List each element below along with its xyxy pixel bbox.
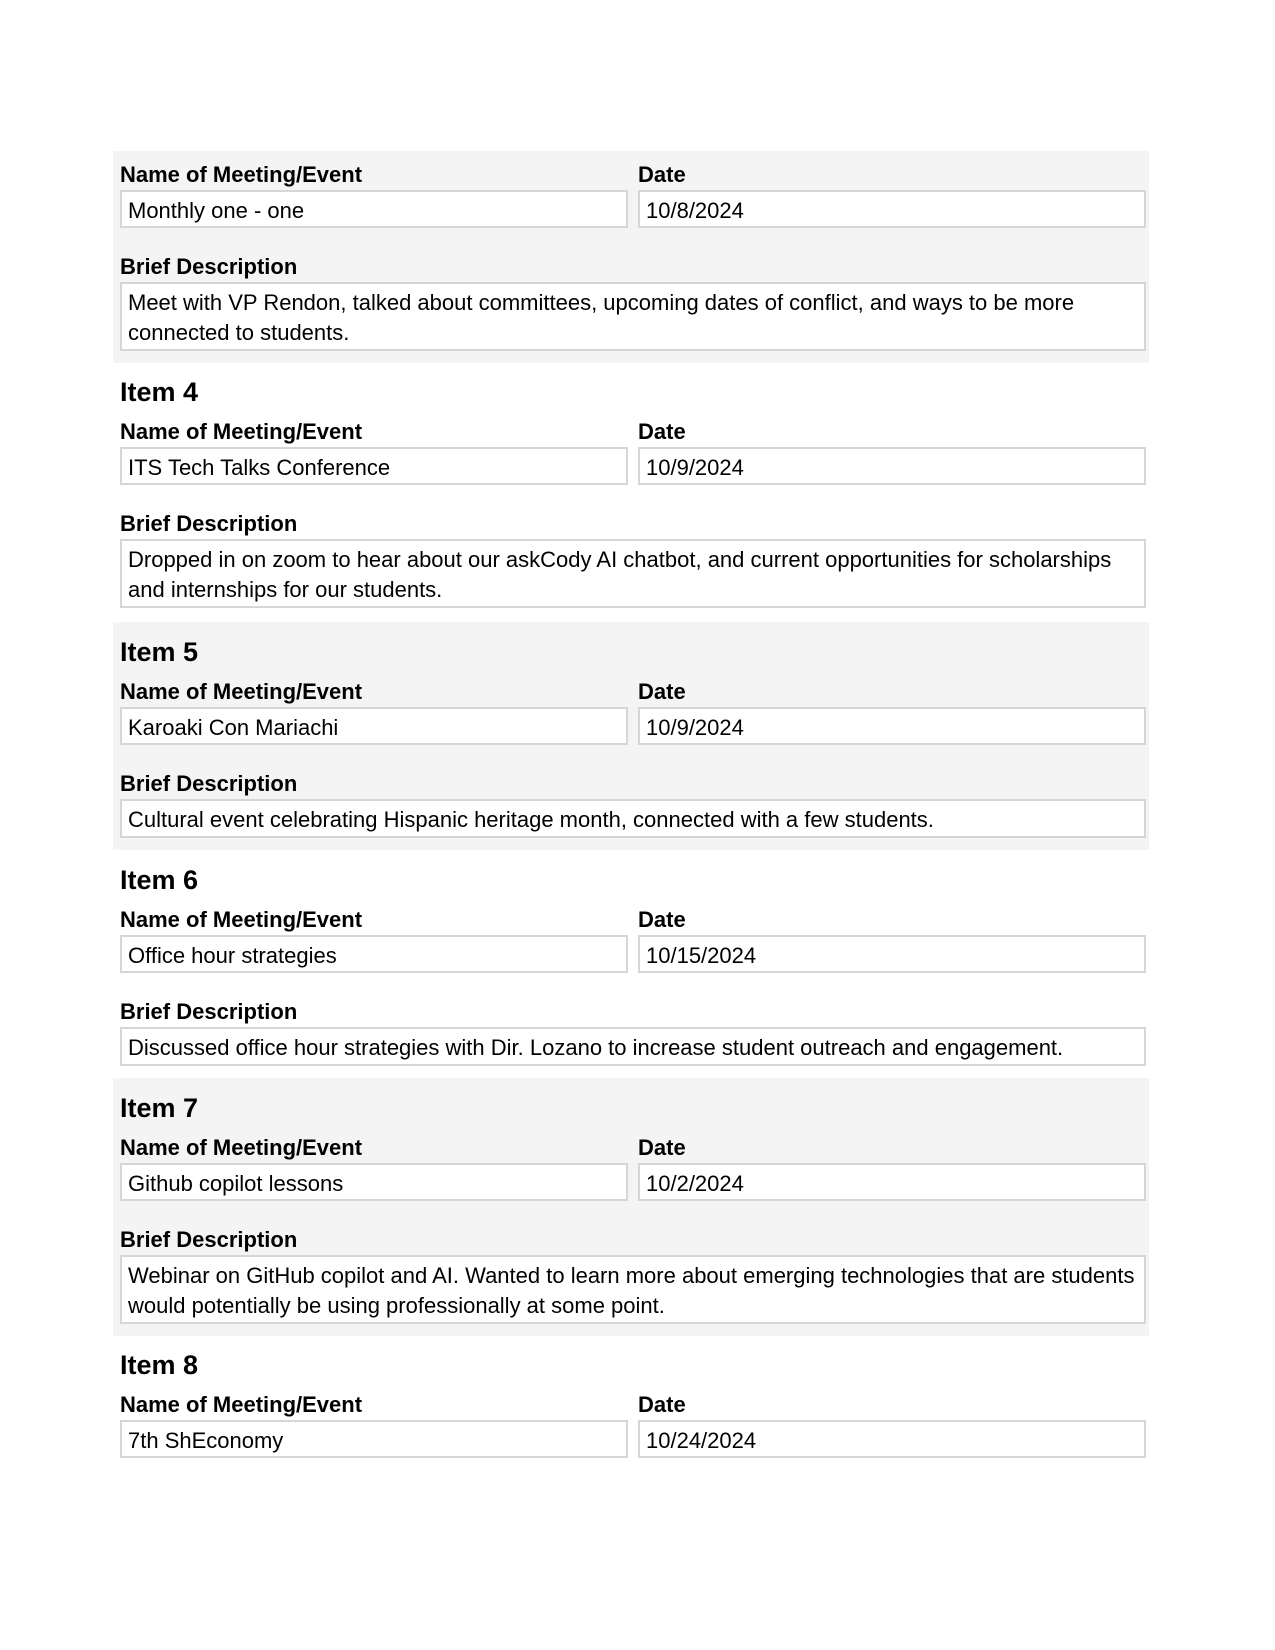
date-label: Date: [638, 907, 686, 932]
name-field[interactable]: Monthly one - one: [120, 190, 628, 228]
description-label: Brief Description: [120, 254, 298, 279]
description-field[interactable]: Dropped in on zoom to hear about our askCody AI chatbot, and current opportunities for scholarships and internships for our students.: [120, 539, 1146, 608]
name-field[interactable]: Karoaki Con Mariachi: [120, 707, 628, 745]
date-label: Date: [638, 679, 686, 704]
item-block-7: [113, 1078, 1149, 1336]
description-label: Brief Description: [120, 999, 298, 1024]
date-label: Date: [638, 419, 686, 444]
date-label: Date: [638, 162, 686, 187]
item-block-6: [113, 850, 1149, 1078]
date-label: Date: [638, 1135, 686, 1160]
description-label: Brief Description: [120, 1227, 298, 1252]
date-field[interactable]: 10/9/2024: [638, 707, 1146, 745]
item-title: Item 8: [120, 1350, 199, 1380]
date-field[interactable]: 10/15/2024: [638, 935, 1146, 973]
description-field[interactable]: Discussed office hour strategies with Dir. Lozano to increase student outreach and engagement.: [120, 1027, 1146, 1066]
item-title: Item 5: [120, 637, 199, 667]
description-label: Brief Description: [120, 771, 298, 796]
item-title: Item 4: [120, 377, 199, 407]
name-label: Name of Meeting/Event: [120, 162, 363, 187]
name-label: Name of Meeting/Event: [120, 419, 363, 444]
date-field[interactable]: 10/8/2024: [638, 190, 1146, 228]
date-field[interactable]: 10/24/2024: [638, 1420, 1146, 1458]
item-block-4: [113, 363, 1149, 622]
name-label: Name of Meeting/Event: [120, 907, 363, 932]
name-field[interactable]: 7th ShEconomy: [120, 1420, 628, 1458]
name-field[interactable]: ITS Tech Talks Conference: [120, 447, 628, 485]
date-field[interactable]: 10/9/2024: [638, 447, 1146, 485]
date-label: Date: [638, 1392, 686, 1417]
name-label: Name of Meeting/Event: [120, 1135, 363, 1160]
item-title: Item 7: [120, 1093, 199, 1123]
name-field[interactable]: Github copilot lessons: [120, 1163, 628, 1201]
description-field[interactable]: Cultural event celebrating Hispanic heritage month, connected with a few students.: [120, 799, 1146, 838]
item-block-3: [113, 151, 1149, 363]
item-title: Item 6: [120, 865, 199, 895]
description-label: Brief Description: [120, 511, 298, 536]
name-field[interactable]: Office hour strategies: [120, 935, 628, 973]
name-label: Name of Meeting/Event: [120, 679, 363, 704]
name-label: Name of Meeting/Event: [120, 1392, 363, 1417]
date-field[interactable]: 10/2/2024: [638, 1163, 1146, 1201]
description-field[interactable]: Webinar on GitHub copilot and AI. Wanted to learn more about emerging technologies that are students would potentially be using professionally at some point.: [120, 1255, 1146, 1324]
item-block-5: [113, 622, 1149, 850]
description-field[interactable]: Meet with VP Rendon, talked about committees, upcoming dates of conflict, and ways to be more connected to students.: [120, 282, 1146, 351]
item-block-8: [113, 1336, 1149, 1476]
